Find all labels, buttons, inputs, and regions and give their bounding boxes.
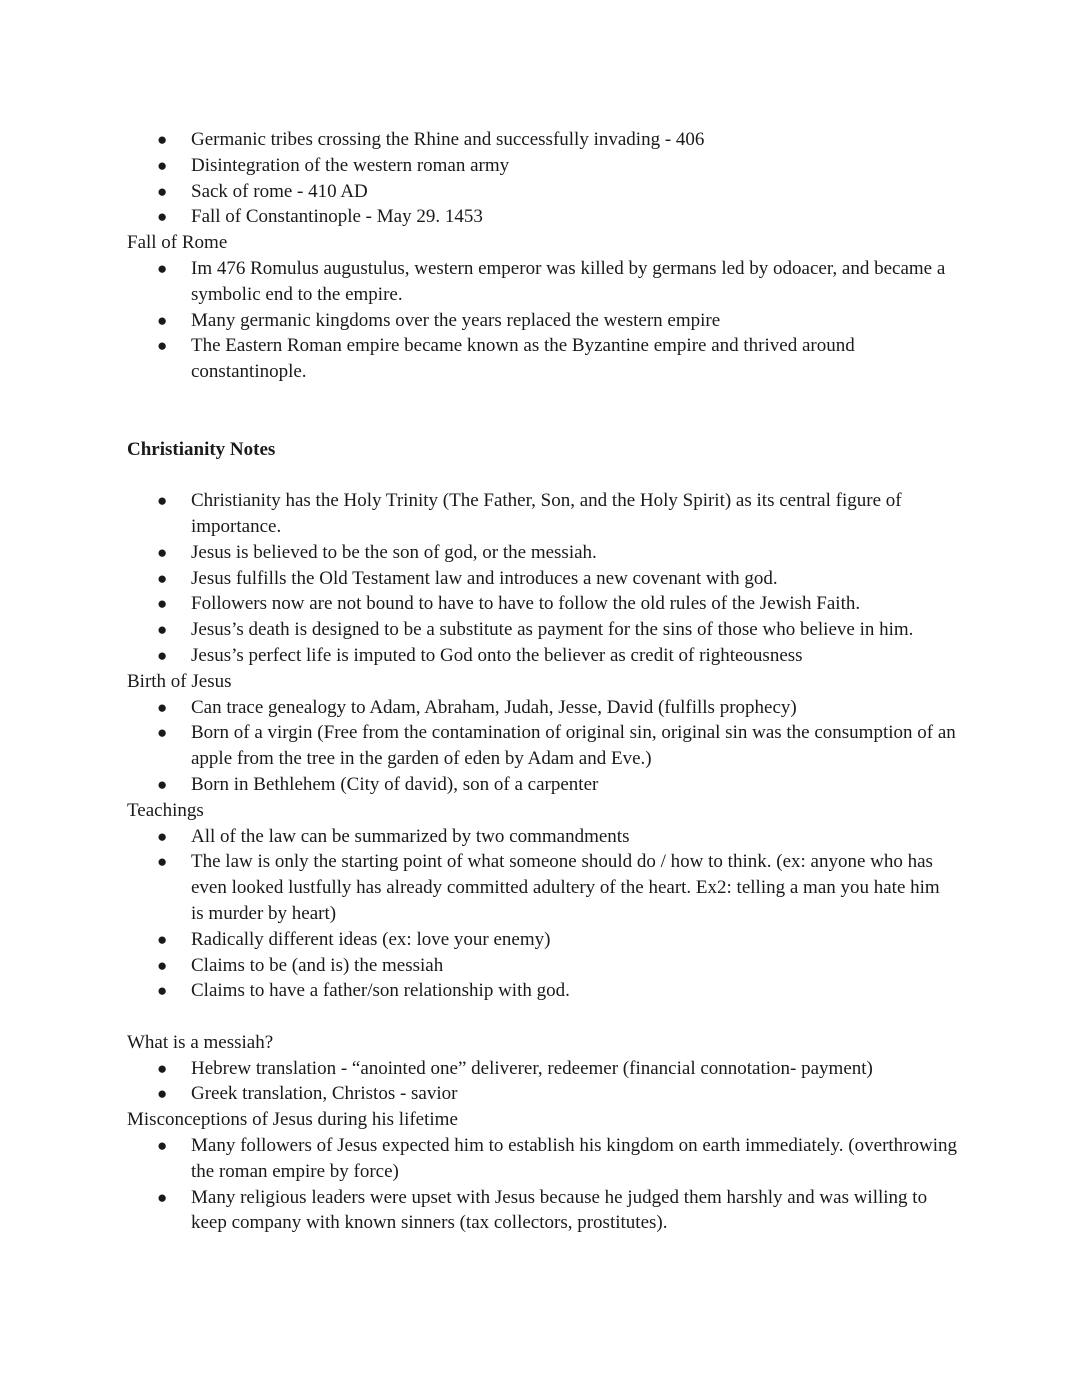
bullet-icon: ● xyxy=(157,620,168,640)
list-item xyxy=(127,849,957,926)
bullet-icon: ● xyxy=(157,697,168,717)
bullet-icon: ● xyxy=(157,542,168,562)
bullet-icon: ● xyxy=(157,130,168,149)
section-heading-teachings: Teachings xyxy=(127,799,204,821)
list-item xyxy=(127,540,957,566)
section-heading-birth-of-jesus: Birth of Jesus xyxy=(127,670,232,692)
section-heading-messiah: What is a messiah? xyxy=(127,1031,274,1053)
bullet-icon: ● xyxy=(157,1187,168,1207)
list-item-text: Disintegration of the western roman army xyxy=(191,154,510,176)
list-item xyxy=(127,153,957,179)
bullet-icon: ● xyxy=(157,955,168,975)
list-item-text: Christianity has the Holy Trinity (The Father, Son, and the Holy Spirit) as its central figure of importance. xyxy=(191,490,902,537)
list-item-text: Jesus is believed to be the son of god, or the messiah. xyxy=(191,541,597,563)
list-item xyxy=(127,308,957,334)
bullet-icon: ● xyxy=(157,594,168,614)
list-item xyxy=(127,256,957,308)
list-item-text: Hebrew translation - “anointed one” deliverer, redeemer (financial connotation- payment) xyxy=(191,1057,873,1079)
list-item-text: Born of a virgin (Free from the contamination of original sin, original sin was the consumption of an apple from the tree in the garden of eden by Adam and Eve.) xyxy=(191,722,956,770)
spacer xyxy=(127,385,957,437)
list-item-text: Radically different ideas (ex: love your enemy) xyxy=(191,928,551,950)
section-heading-misconceptions: Misconceptions of Jesus during his lifetime xyxy=(127,1109,458,1131)
list-item xyxy=(127,978,957,1004)
list-item-text: Many followers of Jesus expected him to establish his kingdom on earth immediately. (overthrowing the roman empire by force) xyxy=(191,1135,958,1182)
list-item-text: Followers now are not bound to have to have to follow the old rules of the Jewish Faith. xyxy=(191,593,861,615)
list-item xyxy=(127,1056,957,1082)
bullet-icon: ● xyxy=(157,645,168,665)
christianity-list xyxy=(127,488,957,669)
list-item-text: Greek translation, Christos - savior xyxy=(191,1083,458,1105)
list-item xyxy=(127,566,957,592)
list-item xyxy=(127,617,957,643)
bullet-icon: ● xyxy=(157,336,168,356)
list-item-text: Can trace genealogy to Adam, Abraham, Judah, Jesse, David (fulfills prophecy) xyxy=(191,696,797,718)
list-item xyxy=(127,204,957,230)
list-item-text: Jesus fulfills the Old Testament law and introduces a new covenant with god. xyxy=(191,567,778,589)
list-item-text: The Eastern Roman empire became known as the Byzantine empire and thrived around constantinople. xyxy=(191,335,855,383)
list-item xyxy=(127,695,957,721)
bullet-icon: ● xyxy=(157,155,168,175)
list-item xyxy=(127,488,957,540)
list-item xyxy=(127,1081,957,1107)
list-item xyxy=(127,927,957,953)
list-item-text: The law is only the starting point of what someone should do / how to think. (ex: anyone who has even looked lustfully has already committed adultery of the heart. Ex2: telling a man you hate him is murder by heart) xyxy=(191,851,940,924)
document-page xyxy=(127,127,957,1236)
bullet-icon: ● xyxy=(157,1058,168,1078)
list-item xyxy=(127,772,957,798)
list-item xyxy=(127,953,957,979)
list-item-text: Claims to be (and is) the messiah xyxy=(191,954,444,976)
bullet-icon: ● xyxy=(157,1084,168,1104)
bullet-icon: ● xyxy=(157,568,168,588)
list-item xyxy=(127,179,957,205)
section-title-christianity-notes: Christianity Notes xyxy=(127,438,276,460)
misconceptions-list xyxy=(127,1133,957,1236)
list-item-text: Jesus’s perfect life is imputed to God onto the believer as credit of righteousness xyxy=(191,644,803,666)
intro-bullet-list xyxy=(127,127,957,230)
list-item xyxy=(127,1133,957,1185)
bullet-icon: ● xyxy=(157,981,168,1001)
list-item-text: Fall of Constantinople - May 29. 1453 xyxy=(191,206,483,228)
bullet-icon: ● xyxy=(157,310,168,330)
fall-of-rome-list xyxy=(127,256,957,385)
bullet-icon: ● xyxy=(157,852,168,872)
section-heading-fall-of-rome: Fall of Rome xyxy=(127,232,228,254)
list-item-text: Many germanic kingdoms over the years replaced the western empire xyxy=(191,309,721,331)
list-item xyxy=(127,591,957,617)
bullet-icon: ● xyxy=(157,929,168,949)
bullet-icon: ● xyxy=(157,491,168,511)
bullet-icon: ● xyxy=(157,774,168,794)
list-item-text: Germanic tribes crossing the Rhine and successfully invading - 406 xyxy=(191,129,705,150)
list-item xyxy=(127,720,957,772)
list-item xyxy=(127,824,957,850)
bullet-icon: ● xyxy=(157,181,168,201)
spacer xyxy=(127,462,957,488)
messiah-list xyxy=(127,1056,957,1108)
bullet-icon: ● xyxy=(157,207,168,227)
list-item xyxy=(127,643,957,669)
bullet-icon: ● xyxy=(157,826,168,846)
list-item-text: Sack of rome - 410 AD xyxy=(191,180,368,202)
list-item xyxy=(127,333,957,385)
list-item-text: Claims to have a father/son relationship with god. xyxy=(191,980,570,1002)
spacer xyxy=(127,1004,957,1030)
bullet-icon: ● xyxy=(157,1136,168,1156)
list-item-text: Im 476 Romulus augustulus, western emperor was killed by germans led by odoacer, and became a symbolic end to the empire. xyxy=(191,257,946,305)
list-item xyxy=(127,1185,957,1237)
bullet-icon: ● xyxy=(157,258,168,278)
list-item xyxy=(127,127,957,153)
bullet-icon: ● xyxy=(157,723,168,743)
list-item-text: Born in Bethlehem (City of david), son of a carpenter xyxy=(191,773,599,795)
list-item-text: Jesus’s death is designed to be a substitute as payment for the sins of those who believe in him. xyxy=(191,619,914,641)
birth-of-jesus-list xyxy=(127,695,957,798)
list-item-text: All of the law can be summarized by two commandments xyxy=(191,825,630,847)
list-item-text: Many religious leaders were upset with Jesus because he judged them harshly and was willing to keep company with known sinners (tax collectors, prostitutes). xyxy=(191,1186,928,1234)
teachings-list xyxy=(127,824,957,1005)
